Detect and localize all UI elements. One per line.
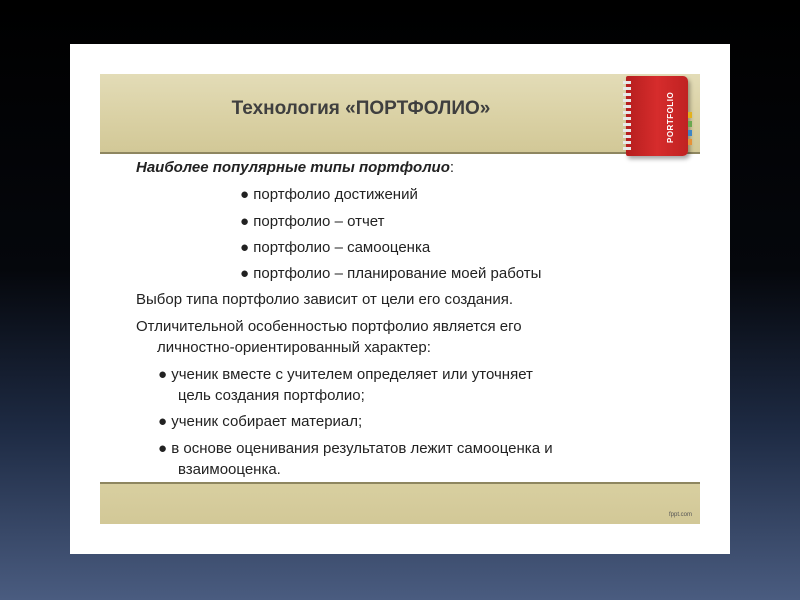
portfolio-notebook-icon (626, 76, 688, 156)
feature-bullet-line2: цель создания портфолио; (178, 387, 365, 404)
slide-title: Технология «ПОРТФОЛИО» (231, 98, 491, 119)
footer-credit: fppt.com (668, 512, 692, 518)
heading-text: Наиболее популярные типы портфолио (136, 159, 450, 176)
portfolio-types-heading (136, 158, 454, 177)
notebook-tab (688, 130, 692, 136)
feature-bullet-line1: ● в основе оценивания результатов лежит самооценка и (158, 440, 553, 457)
feature-bullet-line1: ● ученик вместе с учителем определяет или уточняет (158, 366, 533, 383)
slide (100, 74, 700, 524)
choice-text: Выбор типа портфолио зависит от цели его создания. (136, 291, 513, 308)
notebook-tab (688, 112, 692, 118)
type-item: ● портфолио – отчет (240, 213, 385, 230)
notebook-spiral (623, 81, 631, 151)
header-divider (100, 152, 700, 154)
header-band (100, 74, 700, 152)
notebook-tabs (688, 112, 692, 148)
feature-text-line1: Отличительной особенностью портфолио является его (136, 318, 522, 335)
type-item: ● портфолио – планирование моей работы (240, 265, 542, 282)
type-item: ● портфолио достижений (240, 186, 418, 203)
heading-colon: : (449, 159, 455, 176)
type-item: ● портфолио – самооценка (240, 239, 431, 256)
feature-bullet-line2: взаимооценка. (178, 461, 281, 478)
notebook-tab (688, 139, 692, 145)
notebook-label: PORTFOLIO (666, 91, 675, 143)
notebook-tab (688, 121, 692, 127)
feature-bullet-line1: ● ученик собирает материал; (158, 413, 363, 430)
footer-band (100, 484, 700, 524)
feature-text-line2: личностно-ориентированный характер: (157, 339, 431, 356)
